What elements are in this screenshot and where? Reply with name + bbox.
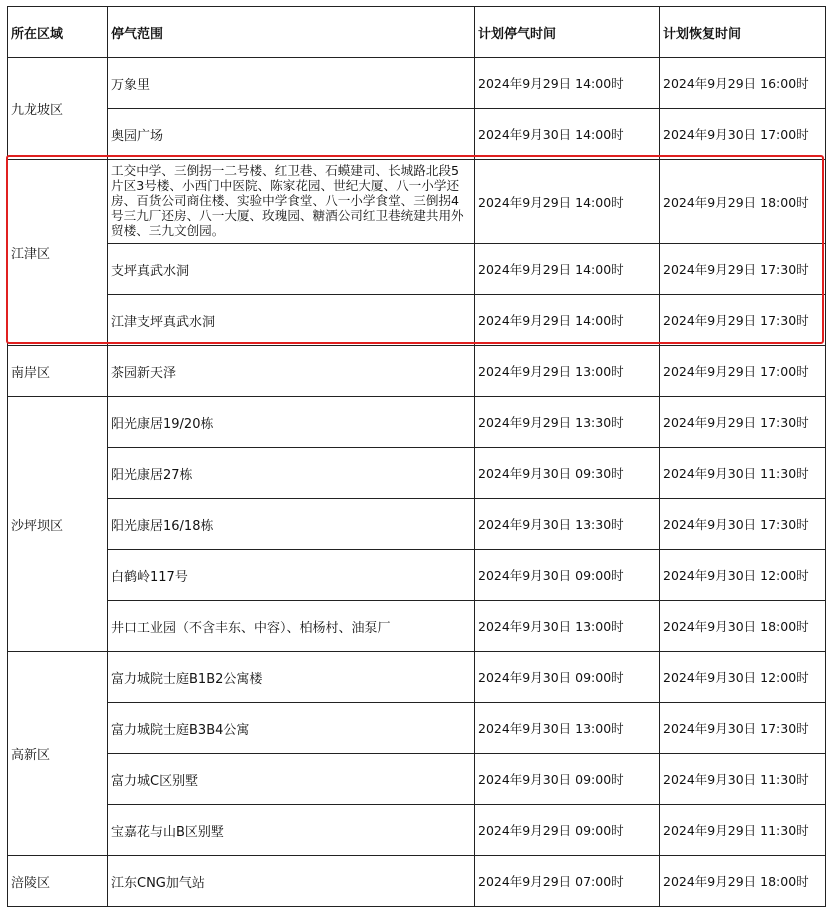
end-time-cell: 2024年9月30日 18:00时 [660, 601, 826, 652]
start-time-cell: 2024年9月29日 14:00时 [475, 160, 660, 244]
end-time-cell: 2024年9月30日 17:30时 [660, 703, 826, 754]
table-row [8, 448, 826, 499]
start-time-cell: 2024年9月30日 09:00时 [475, 550, 660, 601]
table-row [8, 160, 826, 244]
end-time-cell: 2024年9月30日 11:30时 [660, 448, 826, 499]
scope-cell: 富力城院士庭B1B2公寓楼 [108, 652, 475, 703]
end-time-cell: 2024年9月29日 17:30时 [660, 295, 826, 346]
start-time-cell: 2024年9月29日 13:00时 [475, 346, 660, 397]
region-cell: 高新区 [8, 652, 108, 856]
start-time-cell: 2024年9月29日 09:00时 [475, 805, 660, 856]
table-row [8, 397, 826, 448]
end-time-cell: 2024年9月29日 17:00时 [660, 346, 826, 397]
start-time-cell: 2024年9月29日 14:00时 [475, 295, 660, 346]
table-row [8, 109, 826, 160]
scope-cell: 茶园新天泽 [108, 346, 475, 397]
end-time-cell: 2024年9月29日 11:30时 [660, 805, 826, 856]
end-time-cell: 2024年9月30日 17:00时 [660, 109, 826, 160]
scope-cell: 江津支坪真武水洞 [108, 295, 475, 346]
header-row [8, 7, 826, 58]
region-cell: 南岸区 [8, 346, 108, 397]
header-scope: 停气范围 [108, 7, 475, 58]
table-row [8, 346, 826, 397]
start-time-cell: 2024年9月29日 07:00时 [475, 856, 660, 907]
end-time-cell: 2024年9月29日 17:30时 [660, 244, 826, 295]
table-row [8, 499, 826, 550]
scope-cell: 工交中学、三倒拐一二号楼、红卫巷、石蟆建司、长城路北段5片区3号楼、小西门中医院、陈家花园、世纪大厦、八一小学还房、百货公司商住楼、实验中学食堂、八一小学食堂、三倒拐4号三九厂还房、八一大厦、玫瑰园、糖酒公司红卫巷统建共用外贸楼、三九文创园。 [108, 160, 475, 244]
end-time-cell: 2024年9月29日 18:00时 [660, 160, 826, 244]
table-row [8, 805, 826, 856]
table-row [8, 295, 826, 346]
table-row [8, 58, 826, 109]
start-time-cell: 2024年9月29日 14:00时 [475, 58, 660, 109]
start-time-cell: 2024年9月30日 09:00时 [475, 754, 660, 805]
region-cell: 涪陵区 [8, 856, 108, 907]
end-time-cell: 2024年9月29日 16:00时 [660, 58, 826, 109]
scope-cell: 阳光康居27栋 [108, 448, 475, 499]
start-time-cell: 2024年9月30日 13:00时 [475, 601, 660, 652]
scope-cell: 江东CNG加气站 [108, 856, 475, 907]
gas-outage-table [7, 6, 826, 907]
start-time-cell: 2024年9月30日 09:30时 [475, 448, 660, 499]
start-time-cell: 2024年9月30日 09:00时 [475, 652, 660, 703]
scope-cell: 阳光康居16/18栋 [108, 499, 475, 550]
table-row [8, 652, 826, 703]
end-time-cell: 2024年9月30日 12:00时 [660, 652, 826, 703]
start-time-cell: 2024年9月30日 13:30时 [475, 499, 660, 550]
start-time-cell: 2024年9月30日 14:00时 [475, 109, 660, 160]
start-time-cell: 2024年9月30日 13:00时 [475, 703, 660, 754]
header-start-time: 计划停气时间 [475, 7, 660, 58]
header-end-time: 计划恢复时间 [660, 7, 826, 58]
start-time-cell: 2024年9月29日 14:00时 [475, 244, 660, 295]
end-time-cell: 2024年9月30日 17:30时 [660, 499, 826, 550]
start-time-cell: 2024年9月29日 13:30时 [475, 397, 660, 448]
scope-cell: 富力城C区别墅 [108, 754, 475, 805]
scope-cell: 白鹤岭117号 [108, 550, 475, 601]
table-row [8, 754, 826, 805]
region-cell: 江津区 [8, 160, 108, 346]
table-row [8, 244, 826, 295]
end-time-cell: 2024年9月29日 18:00时 [660, 856, 826, 907]
region-cell: 九龙坡区 [8, 58, 108, 160]
scope-cell: 奥园广场 [108, 109, 475, 160]
table-row [8, 550, 826, 601]
table-row [8, 601, 826, 652]
scope-cell: 宝嘉花与山B区别墅 [108, 805, 475, 856]
region-cell: 沙坪坝区 [8, 397, 108, 652]
table-row [8, 703, 826, 754]
header-region: 所在区域 [8, 7, 108, 58]
scope-cell: 支坪真武水洞 [108, 244, 475, 295]
scope-cell: 阳光康居19/20栋 [108, 397, 475, 448]
end-time-cell: 2024年9月29日 17:30时 [660, 397, 826, 448]
scope-cell: 万象里 [108, 58, 475, 109]
scope-cell: 富力城院士庭B3B4公寓 [108, 703, 475, 754]
table-row [8, 856, 826, 907]
scope-cell: 井口工业园（不含丰东、中容）、柏杨村、油泵厂 [108, 601, 475, 652]
end-time-cell: 2024年9月30日 11:30时 [660, 754, 826, 805]
end-time-cell: 2024年9月30日 12:00时 [660, 550, 826, 601]
